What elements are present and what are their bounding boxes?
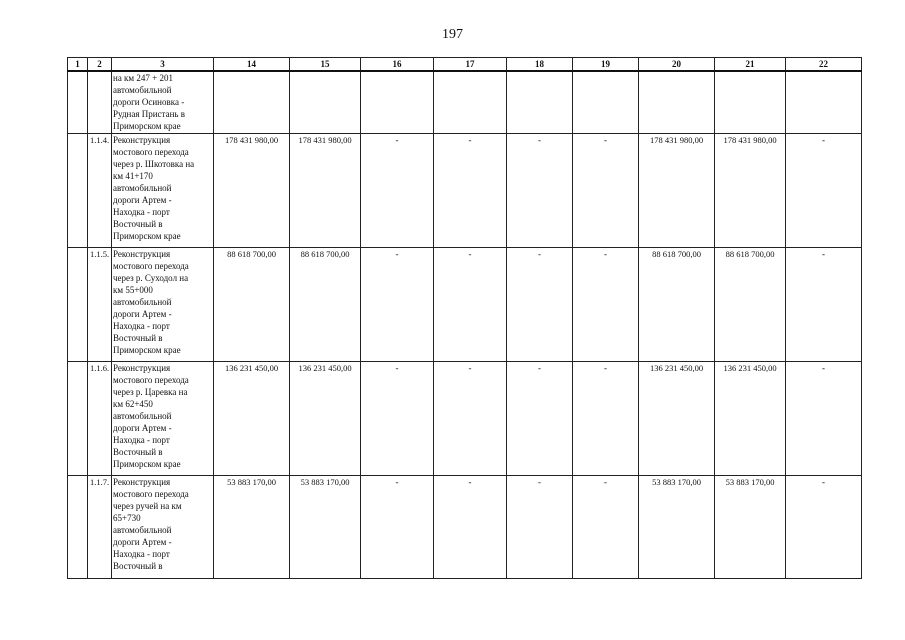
- description-line: через р. Царевка на: [113, 386, 188, 397]
- cell-col-17: -: [434, 133, 507, 247]
- description-line: автомобильной: [113, 524, 172, 535]
- description-line: Реконструкция: [113, 134, 171, 145]
- col-header: 20: [639, 58, 715, 72]
- cell-col-22: -: [786, 475, 862, 578]
- col-header: 16: [361, 58, 434, 72]
- col-header: 18: [507, 58, 573, 72]
- cell-col-14: 178 431 980,00: [214, 133, 290, 247]
- cell-col-22: -: [786, 361, 862, 475]
- page-number: 197: [442, 27, 463, 42]
- cell-col-19: -: [573, 133, 639, 247]
- description-line: Находка - порт: [113, 320, 170, 331]
- description-line: автомобильной: [113, 410, 172, 421]
- cell-col-16: -: [361, 475, 434, 578]
- description-line: мостового перехода: [113, 146, 189, 157]
- cell-col-19: -: [573, 361, 639, 475]
- table-row: [68, 133, 862, 247]
- cell-col-20: 88 618 700,00: [639, 247, 715, 361]
- cell-col-22: -: [786, 247, 862, 361]
- description-line: км 62+450: [113, 398, 153, 409]
- cell-col-17: -: [434, 247, 507, 361]
- cell-col-14: 136 231 450,00: [214, 361, 290, 475]
- col-header: 3: [112, 58, 214, 72]
- cell-col-16: -: [361, 133, 434, 247]
- cell-description: [112, 133, 214, 247]
- cell-description: [112, 247, 214, 361]
- description-line: мостового перехода: [113, 488, 189, 499]
- cell-col-20: 136 231 450,00: [639, 361, 715, 475]
- cell-item-number: 1.1.6.: [88, 361, 112, 475]
- cell-col-15: 53 883 170,00: [290, 475, 361, 578]
- cell-description: [112, 361, 214, 475]
- description-line: Реконструкция: [113, 362, 171, 373]
- cell-col-15: [290, 71, 361, 133]
- cell-col-21: 88 618 700,00: [715, 247, 786, 361]
- cell-col-14: [214, 71, 290, 133]
- cell-col-18: -: [507, 133, 573, 247]
- description-line: автомобильной: [113, 182, 172, 193]
- table-row: [68, 247, 862, 361]
- description-line: 65+730: [113, 512, 141, 523]
- table-row: [68, 71, 862, 133]
- description-line: мостового перехода: [113, 260, 189, 271]
- col-header: 14: [214, 58, 290, 72]
- description-line: Приморском крае: [113, 344, 181, 355]
- cell-col-22: [786, 71, 862, 133]
- description-line: автомобильной: [113, 85, 172, 95]
- cell-col-15: 136 231 450,00: [290, 361, 361, 475]
- cell-col-17: [434, 71, 507, 133]
- cell-col-20: [639, 71, 715, 133]
- cell-col-20: 53 883 170,00: [639, 475, 715, 578]
- description-line: Восточный в: [113, 332, 163, 343]
- cell-col-21: 136 231 450,00: [715, 361, 786, 475]
- description-line: Восточный в: [113, 218, 163, 229]
- description-line: через р. Суходол на: [113, 272, 189, 283]
- cell-col-17: -: [434, 361, 507, 475]
- cell-col-19: -: [573, 247, 639, 361]
- col-header: 15: [290, 58, 361, 72]
- cell-col-16: -: [361, 361, 434, 475]
- description-line: Восточный в: [113, 560, 163, 571]
- cell-col-18: [507, 71, 573, 133]
- description-line: дороги Артем -: [113, 194, 172, 205]
- description-line: дороги Артем -: [113, 308, 172, 319]
- description-line: Приморском крае: [113, 458, 181, 469]
- cell-col-21: 178 431 980,00: [715, 133, 786, 247]
- cell-col-1: [68, 133, 88, 247]
- table-body: [68, 71, 862, 578]
- description-line: Приморском крае: [113, 230, 181, 241]
- cell-col-18: -: [507, 247, 573, 361]
- description-line: мостового перехода: [113, 374, 189, 385]
- header-row: [68, 58, 862, 72]
- description-line: через ручей на км: [113, 500, 182, 511]
- cell-col-21: 53 883 170,00: [715, 475, 786, 578]
- description-line: Восточный в: [113, 446, 163, 457]
- budget-table: [67, 57, 862, 579]
- description-line: Реконструкция: [113, 476, 171, 487]
- col-header: 1: [68, 58, 88, 72]
- description-line: Реконструкция: [113, 248, 171, 259]
- cell-item-number: [88, 71, 112, 133]
- cell-col-1: [68, 475, 88, 578]
- description-line: через р. Шкотовка на: [113, 158, 195, 169]
- cell-col-1: [68, 71, 88, 133]
- table-row: [68, 475, 862, 578]
- cell-item-number: 1.1.7.: [88, 475, 112, 578]
- description-line: Находка - порт: [113, 434, 170, 445]
- cell-item-number: 1.1.4.: [88, 133, 112, 247]
- cell-col-15: 178 431 980,00: [290, 133, 361, 247]
- cell-col-1: [68, 247, 88, 361]
- description-line: дороги Артем -: [113, 536, 172, 547]
- col-header: 17: [434, 58, 507, 72]
- cell-col-17: -: [434, 475, 507, 578]
- cell-col-15: 88 618 700,00: [290, 247, 361, 361]
- cell-col-18: -: [507, 475, 573, 578]
- col-header: 21: [715, 58, 786, 72]
- description-line: Находка - порт: [113, 206, 170, 217]
- description-line: автомобильной: [113, 296, 172, 307]
- cell-col-21: [715, 71, 786, 133]
- cell-col-20: 178 431 980,00: [639, 133, 715, 247]
- cell-col-22: -: [786, 133, 862, 247]
- description-line: Рудная Пристань в: [113, 109, 185, 119]
- cell-col-16: -: [361, 247, 434, 361]
- col-header: 2: [88, 58, 112, 72]
- description-line: км 55+000: [113, 284, 153, 295]
- description-line: дороги Осиновка -: [113, 97, 185, 107]
- description-line: дороги Артем -: [113, 422, 172, 433]
- col-header: 19: [573, 58, 639, 72]
- cell-col-19: [573, 71, 639, 133]
- description-line: км 41+170: [113, 170, 153, 181]
- cell-col-14: 53 883 170,00: [214, 475, 290, 578]
- description-line: Приморском крае: [113, 121, 181, 131]
- cell-col-16: [361, 71, 434, 133]
- cell-description: [112, 71, 214, 133]
- cell-description: [112, 475, 214, 578]
- cell-col-14: 88 618 700,00: [214, 247, 290, 361]
- description-line: Находка - порт: [113, 548, 170, 559]
- table-row: [68, 361, 862, 475]
- cell-col-1: [68, 361, 88, 475]
- cell-col-18: -: [507, 361, 573, 475]
- cell-col-19: -: [573, 475, 639, 578]
- col-header: 22: [786, 58, 862, 72]
- description-line: на км 247 + 201: [113, 73, 173, 83]
- cell-item-number: 1.1.5.: [88, 247, 112, 361]
